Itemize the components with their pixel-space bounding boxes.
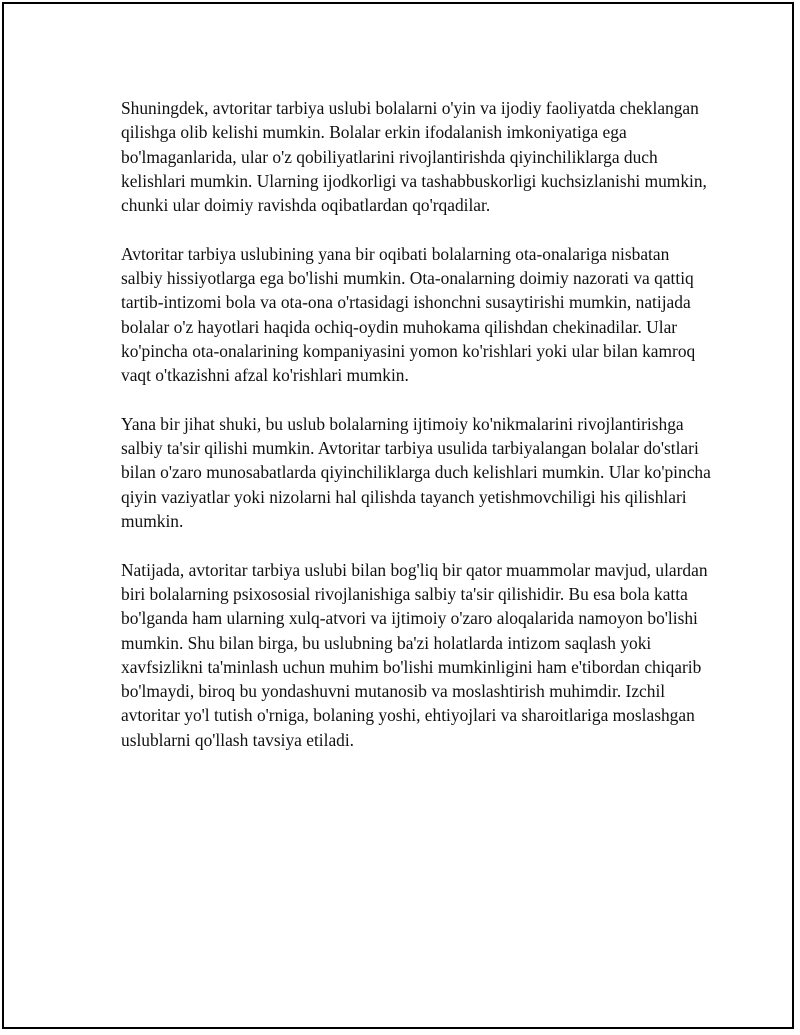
paragraph-4: Natijada, avtoritar tarbiya uslubi bilan bog'liq bir qator muammolar mavjud, ulardan biri bolalarning psixososial rivojlanishiga salbiy ta'sir qilishidir. Bu esa bola katta bo'lganda ham ularning xulq-atvori va ijtimoiy o'zaro aloqalarida namoyon bo'lishi mumkin. Shu bilan birga, bu uslubning ba'zi holatlarda intizom saqlash yoki xavfsizlikni ta'minlash uchun muhim bo'lishi mumkinligini ham e'tibordan chiqarib bo'lmaydi, biroq bu yondashuvni mutanosib va moslashtirish muhimdir. Izchil avtoritar yo'l tutish o'rniga, bolaning yoshi, ehtiyojlari va sharoitlariga moslashgan uslublarni qo'llash tavsiya etiladi. <box>121 559 708 750</box>
document-page <box>2 2 794 1029</box>
paragraph-2: Avtoritar tarbiya uslubining yana bir oqibati bolalarning ota-onalariga nisbatan salbiy hissiyotlarga ega bo'lishi mumkin. Ota-onalarning doimiy nazorati va qattiq tartib-intizomi bola va ota-ona o'rtasidagi ishonchni susaytirishi mumkin, natijada bolalar o'z hayotlari haqida ochiq-oydin muhokama qilishdan chekinadilar. Ular ko'pincha ota-onalarining kompaniyasini yomon ko'rishlari yoki ular bilan kamroq vaqt o'tkazishni afzal ko'rishlari mumkin. <box>121 243 696 386</box>
paragraph-1: Shuningdek, avtoritar tarbiya uslubi bolalarni o'yin va ijodiy faoliyatda cheklangan qilishga olib kelishi mumkin. Bolalar erkin ifodalanish imkoniyatiga ega bo'lmaganlarida, ular o'z qobiliyatlarini rivojlantirishda qiyinchiliklarga duch kelishlari mumkin. Ularning ijodkorligi va tashabbuskorligi kuchsizlanishi mumkin, chunki ular doimiy ravishda oqibatlardan qo'rqadilar. <box>121 98 707 216</box>
document-body <box>121 96 711 776</box>
paragraph-3: Yana bir jihat shuki, bu uslub bolalarning ijtimoiy ko'nikmalarini rivojlantirishga salbiy ta'sir qilishi mumkin. Avtoritar tarbiya usulida tarbiyalangan bolalar do'stlari bilan o'zaro munosabatlarda qiyinchiliklarga duch kelishlari mumkin. Ular ko'pincha qiyin vaziyatlar yoki nizolarni hal qilishda tayanch yetishmovchiligi his qilishlari mumkin. <box>121 413 711 532</box>
